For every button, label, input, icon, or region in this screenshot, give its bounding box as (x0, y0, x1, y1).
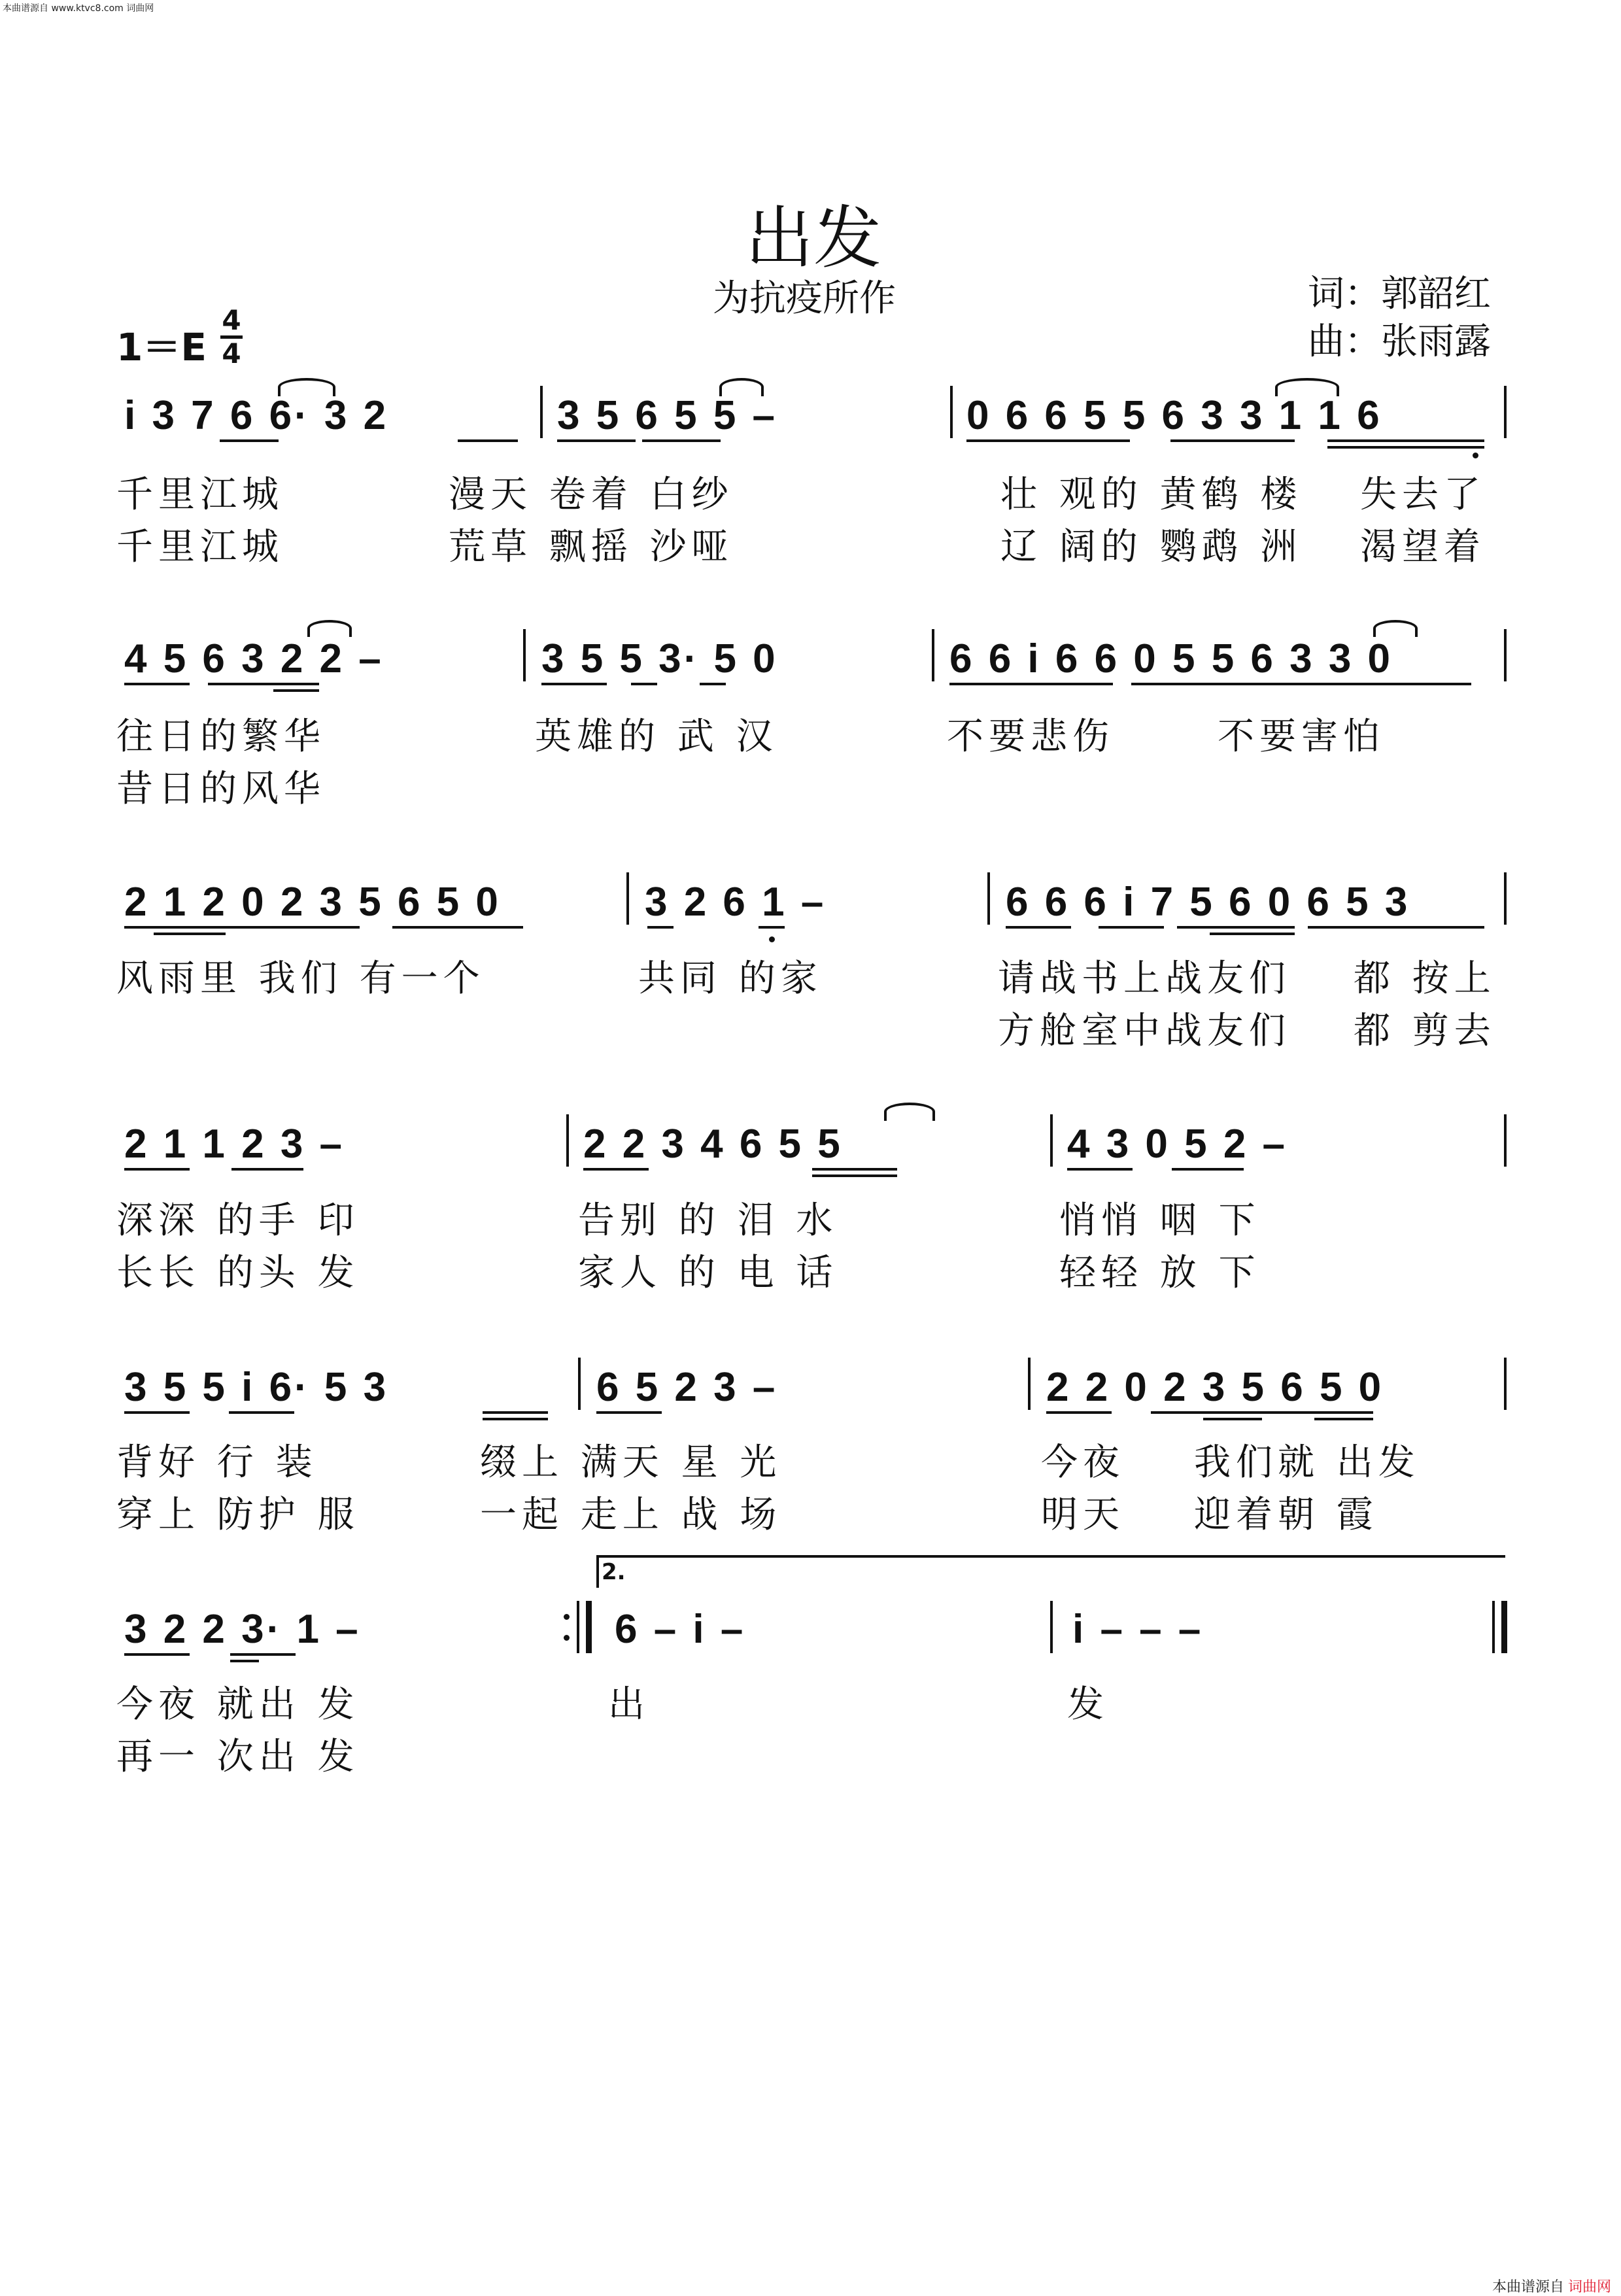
lyric-1-line4-a: 深深 的手 印 (116, 1199, 360, 1242)
composer: 曲：张雨露 (1308, 320, 1491, 363)
page-title: 出发 (745, 198, 882, 278)
lyric-1-line2-b: 英雄的 武 汉 (535, 715, 778, 758)
notes-line2-m3: 6 6 i 6 6 0 5 5 6 3 3 0 (949, 636, 1393, 681)
watermark-bottom-right: 本曲谱源自 (1492, 2279, 1565, 2295)
notes-line3-m1: 2 1 2 0 2 3 5 6 5 0 (124, 880, 501, 925)
lyric-2-line5-a: 穿上 防护 服 (116, 1494, 360, 1536)
lyric-1-line4-c: 悄悄 咽 下 (1059, 1199, 1261, 1242)
notes-line4-m3: 4 3 0 5 2 – (1067, 1122, 1288, 1167)
watermark-bottom-right-logo: 词曲网 (1568, 2279, 1612, 2295)
lyric-2-line4-b: 家人 的 电 话 (578, 1252, 838, 1294)
lyric-2-line3-d: 都 剪去 (1354, 1010, 1496, 1052)
lyric-2-line1-d: 渴望着 (1360, 526, 1486, 568)
meter-bottom: 4 (222, 337, 241, 369)
lyric-1-line3-b: 共同 的家 (638, 957, 823, 1000)
lyric-1-line1-a: 千里江城 (116, 473, 284, 516)
notes-line2-m2: 3 5 5 3· 5 0 (541, 636, 778, 681)
lyric-1-line3-c: 请战书上战友们 (998, 957, 1291, 1000)
notes-line1-m2: 3 5 6 5 5 – (557, 393, 778, 438)
lyric-1-line6-b: 出 (608, 1683, 650, 1726)
notes-line1-m3: 0 6 6 5 5 6 3 3 1 1 6 (966, 393, 1382, 438)
lyric-2-line5-d: 迎着朝 霞 (1194, 1494, 1378, 1536)
lyric-2-line5-b: 一起 走上 战 场 (480, 1494, 782, 1536)
lyric-2-line1-c: 辽 阔的 鹦鹉 洲 (1000, 526, 1303, 568)
lyric-1-line1-c: 壮 观的 黄鹤 楼 (1000, 473, 1303, 516)
notes-line5-m3: 2 2 0 2 3 5 6 5 0 (1046, 1365, 1384, 1410)
watermark-top-left: 本曲谱源自 www.ktvc8.com 词曲网 (3, 3, 154, 14)
lyric-1-line5-b: 缀上 满天 星 光 (480, 1441, 782, 1484)
subtitle: 为抗疫所作 (713, 277, 896, 320)
lyric-1-line1-d: 失去了 (1360, 473, 1486, 516)
notes-line4-m1: 2 1 1 2 3 – (124, 1122, 345, 1167)
notes-line3-m3: 6 6 6 i 7 5 6 0 6 5 3 (1006, 880, 1410, 925)
lyric-1-line2-a: 往日的繁华 (116, 715, 326, 758)
lyric-1-line5-c: 今夜 (1041, 1441, 1125, 1484)
lyric-2-line1-a: 千里江城 (116, 526, 284, 568)
lyric-2-line2-a: 昔日的风华 (116, 768, 326, 810)
lyric-2-line4-c: 轻轻 放 下 (1059, 1252, 1261, 1294)
lyric-1-line5-a: 背好 行 装 (116, 1441, 318, 1484)
lyric-2-line5-c: 明天 (1041, 1494, 1125, 1536)
lyric-1-line2-d: 不要害怕 (1218, 715, 1385, 758)
time-signature (220, 304, 243, 369)
lyric-1-line1-b: 漫天 卷着 白纱 (449, 473, 734, 516)
notes-line4-m2: 2 2 3 4 6 5 5 (583, 1122, 843, 1167)
notes-line5-m1: 3 5 5 i 6· 5 3 (124, 1365, 389, 1410)
notes-line1-m1: i 3 7 6 6· 3 2 (124, 393, 389, 438)
lyric-2-line1-b: 荒草 飘摇 沙哑 (449, 526, 734, 568)
lyric-1-line4-b: 告别 的 泪 水 (578, 1199, 838, 1242)
lyric-2-line4-a: 长长 的头 发 (116, 1252, 360, 1294)
notes-line2-m1: 4 5 6 3 2 2 – (124, 636, 384, 681)
lyric-1-line3-d: 都 按上 (1354, 957, 1496, 1000)
meter-top: 4 (222, 304, 241, 336)
notes-line6-m1: 3 2 2 3· 1 – (124, 1607, 361, 1652)
notes-line6-m2: 6 – i – (615, 1607, 746, 1652)
lyric-1-line2-c: 不要悲伤 (947, 715, 1114, 758)
key-signature: 1＝E (116, 325, 207, 369)
lyric-1-line5-d: 我们就 出发 (1194, 1441, 1420, 1484)
lyricist: 词：郭韶红 (1308, 273, 1491, 315)
notes-line3-m2: 3 2 6 1 – (645, 880, 827, 925)
notes-line5-m2: 6 5 2 3 – (596, 1365, 778, 1410)
lyric-1-line6-c: 发 (1067, 1683, 1109, 1726)
notes-line6-m3: i – – – (1072, 1607, 1204, 1652)
lyric-2-line3-c: 方舱室中战友们 (998, 1010, 1291, 1052)
lyric-1-line6-a: 今夜 就出 发 (116, 1683, 360, 1726)
lyric-1-line3-a: 风雨里 我们 有一个 (116, 957, 485, 1000)
lyric-2-line6-a: 再一 次出 发 (116, 1736, 360, 1778)
volta-2: 2. (602, 1559, 626, 1585)
